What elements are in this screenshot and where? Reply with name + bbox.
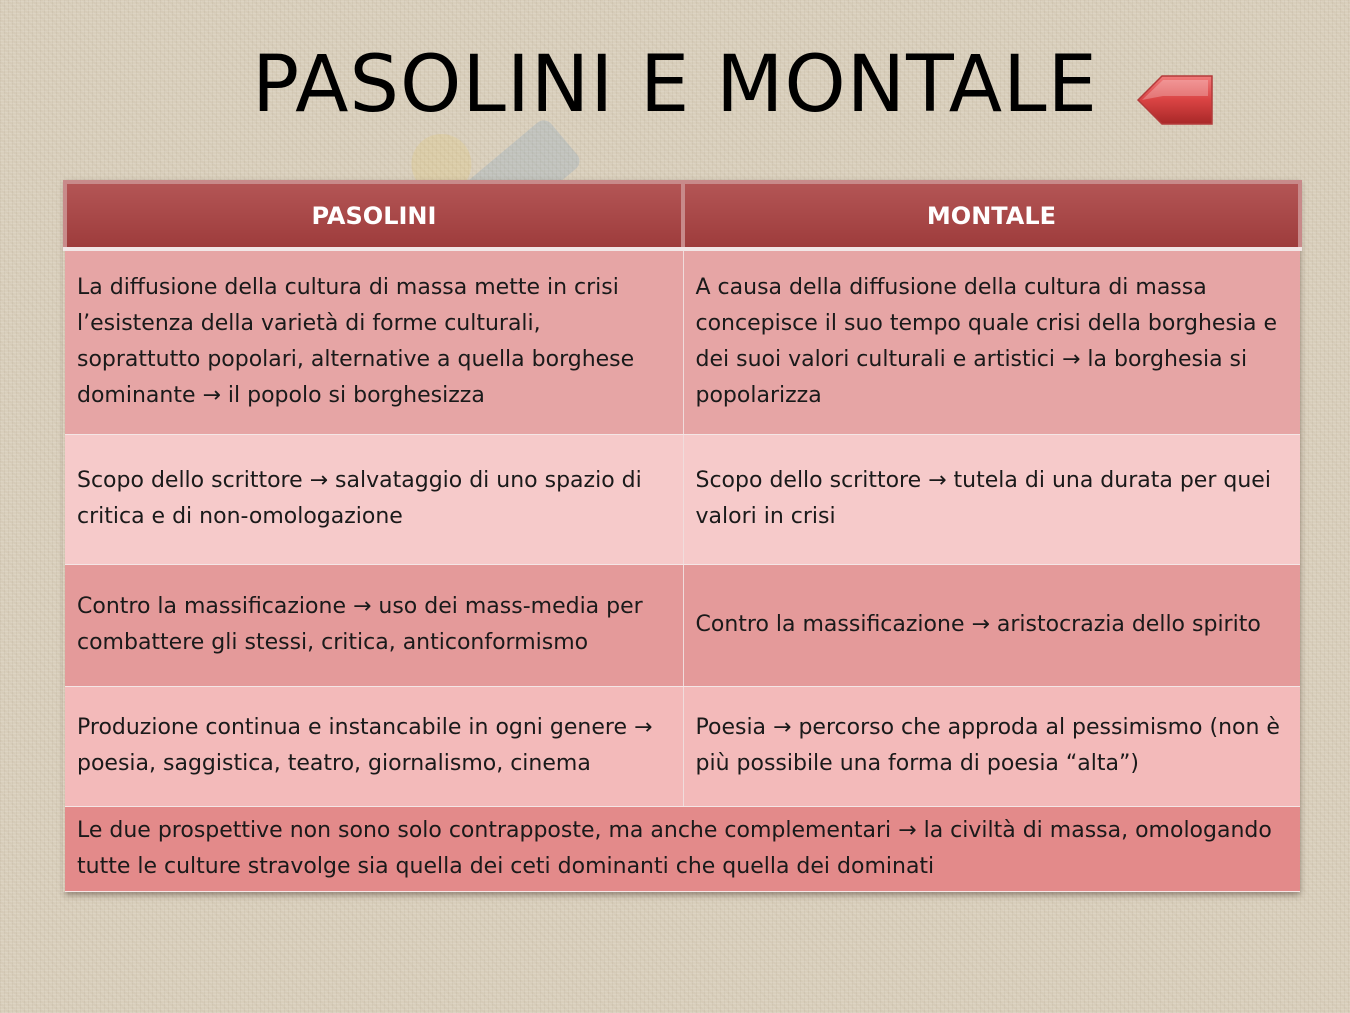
cell-pasolini: Scopo dello scrittore → salvataggio di uno spazio di critica e di non-omologazione <box>65 434 683 564</box>
cell-montale: A causa della diffusione della cultura di massa concepisce il suo tempo quale crisi della borghesia e dei suoi valori culturali e artistici → la borghesia si popolarizza <box>683 249 1300 434</box>
cell-montale: Contro la massificazione → aristocrazia dello spirito <box>683 564 1300 686</box>
cell-montale: Poesia → percorso che approda al pessimismo (non è più possibile una forma di poesia “alta”) <box>683 686 1300 806</box>
conclusion-row <box>65 806 1300 891</box>
cell-pasolini: Contro la massificazione → uso dei mass-media per combattere gli stessi, critica, anticonformismo <box>65 564 683 686</box>
cell-montale: Scopo dello scrittore → tutela di una durata per quei valori in crisi <box>683 434 1300 564</box>
conclusion-cell: Le due prospettive non sono solo contrapposte, ma anche complementari → la civiltà di massa, omologando tutte le culture stravolge sia quella dei ceti dominanti che quella dei dominati <box>65 806 1300 891</box>
header-pasolini: PASOLINI <box>65 182 683 249</box>
title-text: PASOLINI E MONTALE <box>252 40 1098 130</box>
cell-pasolini: Produzione continua e instancabile in ogni genere → poesia, saggistica, teatro, giornalismo, cinema <box>65 686 683 806</box>
comparison-table <box>63 180 1298 892</box>
table-row <box>65 564 1300 686</box>
table-row <box>65 434 1300 564</box>
header-montale: MONTALE <box>683 182 1300 249</box>
table-row <box>65 249 1300 434</box>
table-row <box>65 686 1300 806</box>
back-arrow-icon[interactable] <box>1134 72 1214 128</box>
table-header-row <box>65 182 1300 249</box>
cell-pasolini: La diffusione della cultura di massa mette in crisi l’esistenza della varietà di forme culturali, soprattutto popolari, alternative a quella borghese dominante → il popolo si borghesizza <box>65 249 683 434</box>
